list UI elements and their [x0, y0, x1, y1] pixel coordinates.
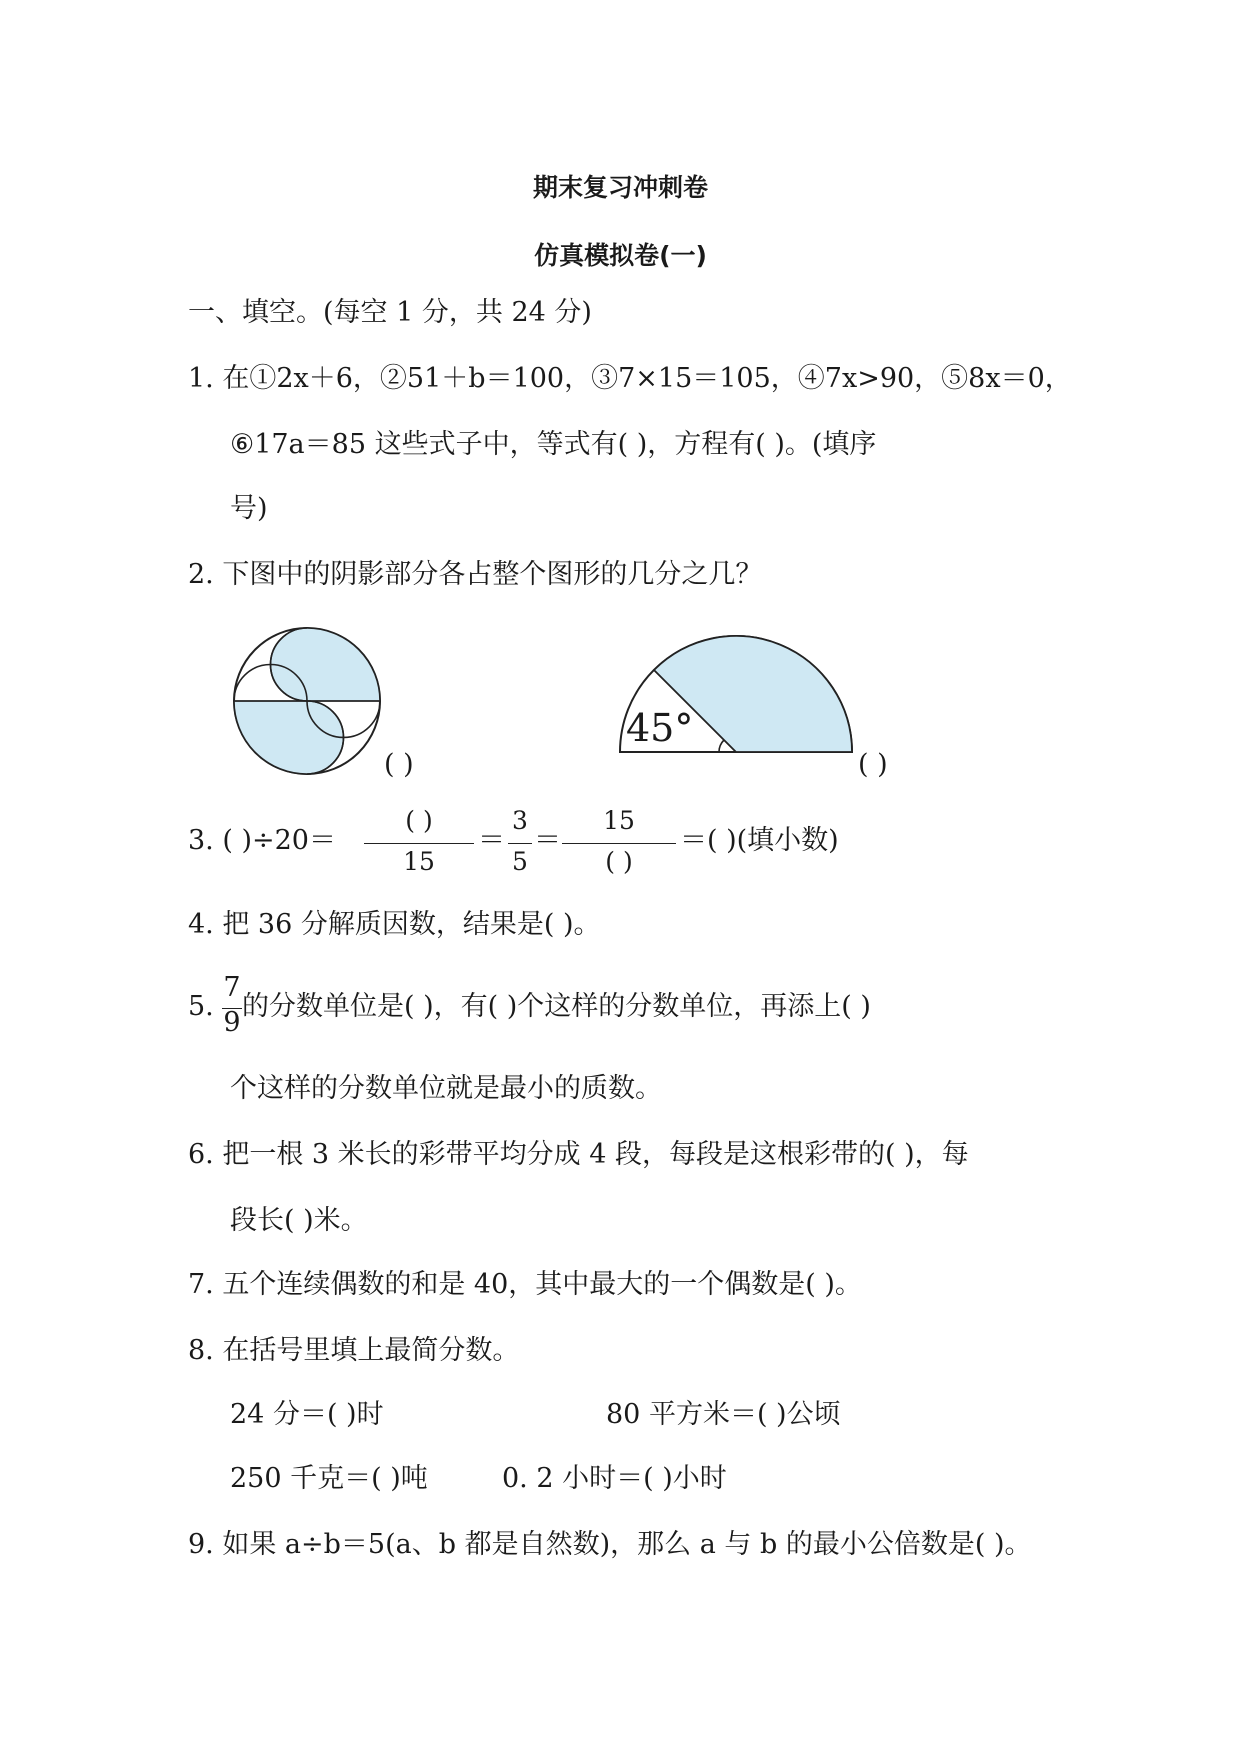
q5-line2: 个这样的分数单位就是最小的质数。 [230, 1073, 662, 1104]
section-heading: 一、填空。(每空 1 分，共 24 分) [188, 297, 592, 328]
q1-line1: 1. 在①2x＋6，②51＋b＝100，③7×15＝105，④7x>90，⑤8x＝0， [188, 363, 1072, 394]
q2-text: 2. 下图中的阴影部分各占整个图形的几分之几？ [188, 559, 763, 590]
q3-suffix: ＝( )(填小数) [680, 825, 839, 856]
q3-fraction3 [562, 806, 676, 876]
q3-fraction1 [364, 806, 474, 876]
q3-frac2-bar [508, 843, 532, 844]
q1-line3: 号) [230, 493, 268, 524]
q5-frac-bar [222, 1008, 242, 1009]
q3-frac2-den: 5 [512, 847, 528, 876]
page-title: 期末复习冲刺卷 [532, 173, 708, 202]
page-subtitle: 仿真模拟卷(一) [534, 241, 707, 270]
q2-blank2: ( ) [858, 749, 888, 780]
q8-item1: 24 分＝( )时 [230, 1399, 384, 1430]
q3-eq2: ＝ [534, 825, 561, 856]
q6-line2: 段长( )米。 [230, 1205, 368, 1236]
q3-frac1-bar [364, 843, 474, 844]
q2-blank1: ( ) [384, 749, 414, 780]
q2-angle-label: 45° [626, 706, 694, 750]
q7-text: 7. 五个连续偶数的和是 40，其中最大的一个偶数是( )。 [188, 1269, 862, 1300]
q4-text: 4. 把 36 分解质因数，结果是( )。 [188, 909, 601, 940]
q5-frac-den: 9 [223, 1007, 241, 1038]
q3-prefix: 3. ( )÷20＝ [188, 825, 336, 856]
q3-eq1: ＝ [478, 825, 505, 856]
q2-circle-figure [232, 626, 382, 776]
q1-line2: ⑥17a＝85 这些式子中，等式有( )，方程有( )。(填序 [230, 429, 877, 460]
q5-line1: 的分数单位是( )，有( )个这样的分数单位，再添上( ) [242, 991, 871, 1022]
q3-fraction2 [508, 806, 532, 876]
q6-line1: 6. 把一根 3 米长的彩带平均分成 4 段，每段是这根彩带的( )，每 [188, 1139, 969, 1170]
q5-frac-num: 7 [223, 972, 241, 1003]
q8-text: 8. 在括号里填上最简分数。 [188, 1335, 520, 1366]
q3-frac3-den: ( ) [605, 847, 633, 876]
q5-number: 5. [188, 991, 214, 1022]
q3-frac3-num: 15 [603, 806, 635, 835]
q8-item3: 250 千克＝( )吨 [230, 1463, 428, 1494]
q5-fraction [222, 972, 242, 1038]
q3-frac3-bar [562, 843, 676, 844]
q3-frac2-num: 3 [512, 806, 528, 835]
q8-item4: 0. 2 小时＝( )小时 [502, 1463, 727, 1494]
q3-frac1-num: ( ) [405, 806, 433, 835]
q8-item2: 80 平方米＝( )公顷 [606, 1399, 841, 1430]
q9-text: 9. 如果 a÷b＝5(a、b 都是自然数)，那么 a 与 b 的最小公倍数是( )。 [188, 1529, 1032, 1560]
q3-frac1-den: 15 [403, 847, 435, 876]
